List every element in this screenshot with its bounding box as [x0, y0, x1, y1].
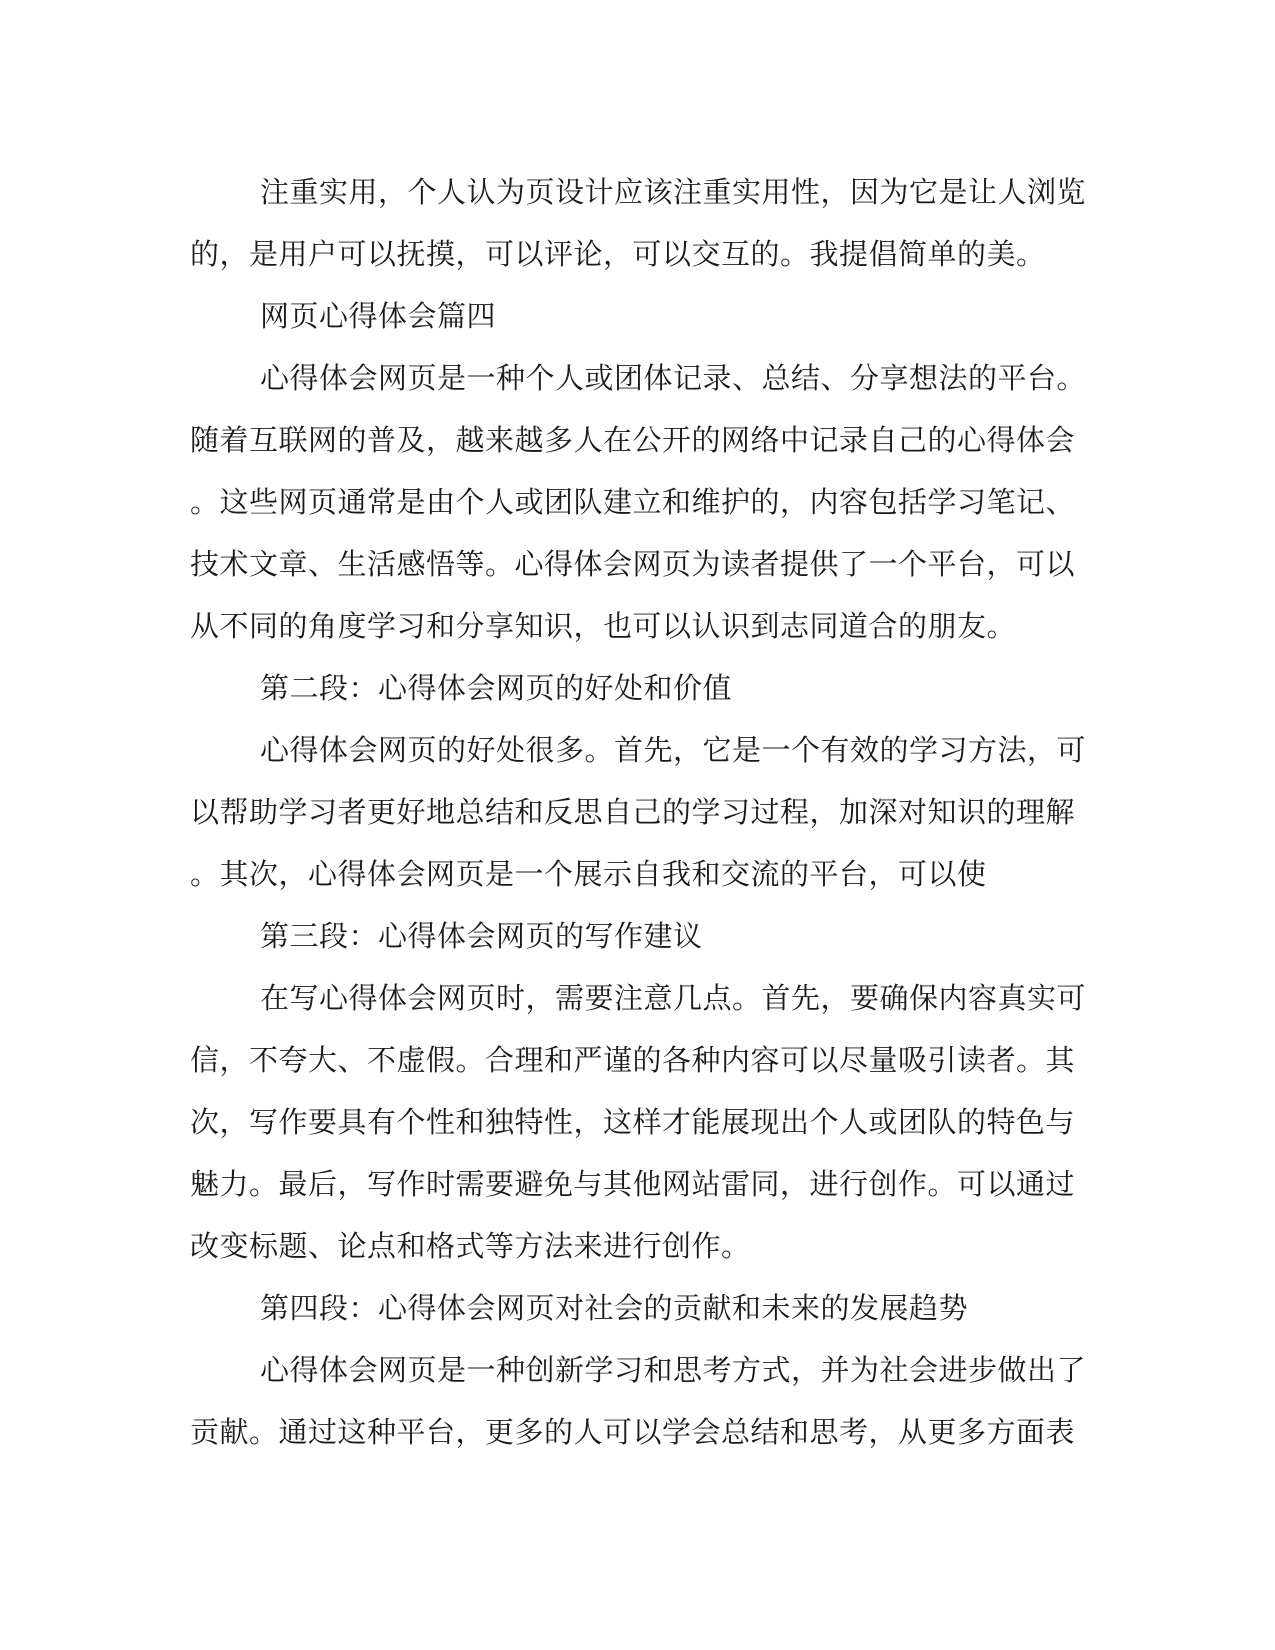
text-line: 随着互联网的普及，越来越多人在公开的网络中记录自己的心得体会 — [190, 423, 1076, 457]
text-line: 贡献。通过这种平台，更多的人可以学会总结和思考，从更多方面表 — [190, 1415, 1076, 1449]
text-line: 的，是用户可以抚摸，可以评论，可以交互的。我提倡简单的美。 — [190, 237, 1046, 271]
text-line: 心得体会网页是一种个人或团体记录、总结、分享想法的平台。 — [260, 361, 1087, 395]
section-heading: 第四段：心得体会网页对社会的贡献和未来的发展趋势 — [260, 1291, 969, 1325]
text-line: 魅力。最后，写作时需要避免与其他网站雷同，进行创作。可以通过 — [190, 1167, 1076, 1201]
text-line: 在写心得体会网页时，需要注意几点。首先，要确保内容真实可 — [260, 981, 1087, 1015]
section-heading: 第三段：心得体会网页的写作建议 — [260, 919, 703, 953]
text-line: 从不同的角度学习和分享知识，也可以认识到志同道合的朋友。 — [190, 609, 1017, 643]
text-line: 改变标题、论点和格式等方法来进行创作。 — [190, 1229, 751, 1263]
text-line: 次，写作要具有个性和独特性，这样才能展现出个人或团队的特色与 — [190, 1105, 1076, 1139]
text-line: 技术文章、生活感悟等。心得体会网页为读者提供了一个平台，可以 — [190, 547, 1076, 581]
text-line: 以帮助学习者更好地总结和反思自己的学习过程，加深对知识的理解 — [190, 795, 1076, 829]
text-line: 。其次，心得体会网页是一个展示自我和交流的平台，可以使 — [190, 857, 987, 891]
text-line: 信，不夸大、不虚假。合理和严谨的各种内容可以尽量吸引读者。其 — [190, 1043, 1076, 1077]
document-body — [190, 161, 1087, 1463]
text-line: 心得体会网页是一种创新学习和思考方式，并为社会进步做出了 — [260, 1353, 1087, 1387]
section-heading: 网页心得体会篇四 — [260, 299, 497, 333]
text-line: 。这些网页通常是由个人或团队建立和维护的，内容包括学习笔记、 — [190, 485, 1076, 519]
text-line: 心得体会网页的好处很多。首先，它是一个有效的学习方法，可 — [260, 733, 1087, 767]
section-heading: 第二段：心得体会网页的好处和价值 — [260, 671, 733, 705]
text-line: 注重实用，个人认为页设计应该注重实用性，因为它是让人浏览 — [260, 175, 1087, 209]
